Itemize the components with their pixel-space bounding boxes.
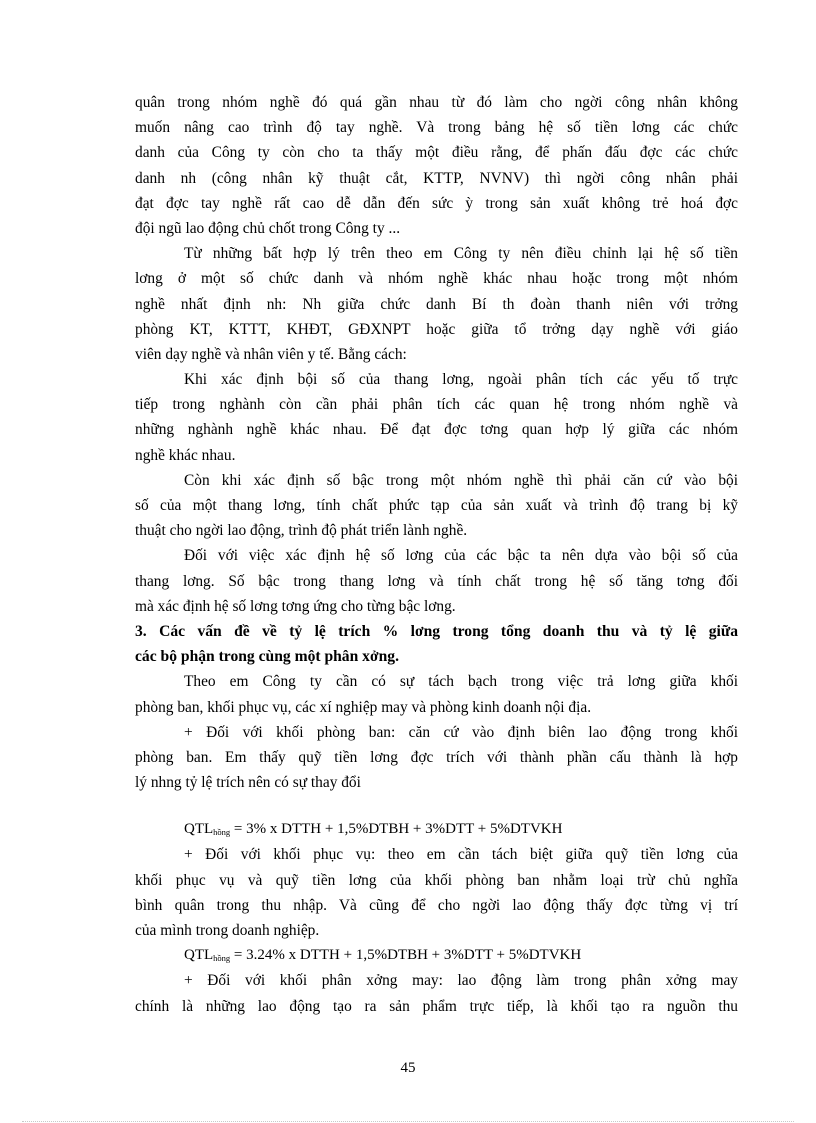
section-heading: các bộ phận trong cùng một phân xởng. [135,648,399,666]
text-line: chính là những lao động tạo ra sản phẩm trực tiếp, là khối tạo ra nguồn thu [135,997,738,1015]
document-page [135,90,738,1019]
text-line: khối phục vụ và quỹ tiền lơng của khối phòng ban nhằm loại trừ chủ nghĩa [135,871,738,889]
text-line: thuật cho ngời lao động, trình độ phát triển lành nghề. [135,522,468,540]
text-line: lý nhng tỷ lệ trích nên có sự thay đổi [135,774,361,792]
text-line: danh nh (công nhân kỹ thuật cắt, KTTP, NVNV) thì ngời công nhân phải [135,169,738,187]
text-line: Từ những bất hợp lý trên theo em Công ty nên điều chỉnh lại hệ số tiền [184,245,738,263]
text-line: quân trong nhóm nghề đó quá gần nhau từ đó làm cho ngời công nhân không [135,94,738,111]
text-line: những nghành nghề khác nhau. Để đạt đợc tơng quan hợp lý giữa các nhóm [135,421,738,439]
formula: $QTL_{hồng} = 3.24\%$ x DTTH + 1,5%DTBH + 3%DTT + 5%DTVKH [184,947,582,964]
text-line: nghề khác nhau. [135,446,236,464]
text-line: Đối với việc xác định hệ số lơng của các bậc ta nên dựa vào bội số của [184,547,738,565]
text-line: nghề nhất định nh: Nh giữa chức danh Bí th đoàn thanh niên với trởng [135,295,738,313]
text-line: đội ngũ lao động chủ chốt trong Công ty ... [135,219,401,237]
section-heading: 3. Các vấn đề về tỷ lệ trích % lơng trong tổng doanh thu và tỷ lệ giữa [135,622,738,640]
text-line: thang lơng. Số bậc trong thang lơng và tính chất trong hệ số tăng tơng đối [135,572,738,590]
text-line: lơng ở một số chức danh và nhóm nghề khác nhau hoặc trong một nhóm [135,270,738,288]
text-line: phòng KT, KTTT, KHĐT, GĐXNPT hoặc giữa tổ trởng dạy nghề với giáo [135,320,738,338]
text-line: Theo em Công ty cần có sự tách bạch trong việc trả lơng giữa khối [184,673,738,691]
formula: $QTL_{hồng} = 3\%$ x DTTH + 1,5%DTBH + 3%DTT + 5%DTVKH [184,821,563,838]
page-number: 45 [400,1060,416,1076]
text-line: viên dạy nghề và nhân viên y tế. Bằng cách: [135,345,407,363]
text-line: phòng ban. Em thấy quỹ tiền lơng đợc trích với thành phần cấu thành là hợp [135,748,738,766]
text-line: của mình trong doanh nghiệp. [135,922,320,939]
text-line: mà xác định hệ số lơng tơng ứng cho từng bậc lơng. [135,597,456,615]
text-line: bình quân trong thu nhập. Và cũng để cho ngời lao động thấy đợc từng vị trí [135,896,738,914]
text-line: muốn nâng cao trình độ tay nghề. Và trong bảng hệ số tiền lơng các chức [135,119,738,137]
text-line: Khi xác định bội số của thang lơng, ngoài phân tích các yếu tố trực [184,371,738,389]
page-bottom-border [22,1121,794,1122]
text-line: tiếp trong nghành còn cần phải phân tích các quan hệ trong nhóm nghề và [135,396,738,414]
text-line: đạt đợc tay nghề rất cao dễ dẫn đến sức ỳ trong sản xuất không trẻ hoá đợc [135,194,738,212]
text-line: Còn khi xác định số bậc trong một nhóm nghề thì phải căn cứ vào bội [184,471,738,489]
text-line: + Đối với khối phân xởng may: lao động làm trong phân xởng may [184,972,738,990]
paragraph-gap [135,795,738,817]
text-line: + Đối với khối phòng ban: căn cứ vào định biên lao động trong khối [184,723,738,741]
text-line: phòng ban, khối phục vụ, các xí nghiệp may và phòng kinh doanh nội địa. [135,698,592,716]
text-line: + Đối với khối phục vụ: theo em cần tách biệt giữa quỹ tiền lơng của [184,846,738,864]
text-line: số của một thang lơng, tính chất phức tạp của sản xuất và trình độ trang bị kỹ [135,497,738,514]
text-line: danh của Công ty còn cho ta thấy một điều rằng, để phấn đấu đợc các chức [135,144,738,162]
